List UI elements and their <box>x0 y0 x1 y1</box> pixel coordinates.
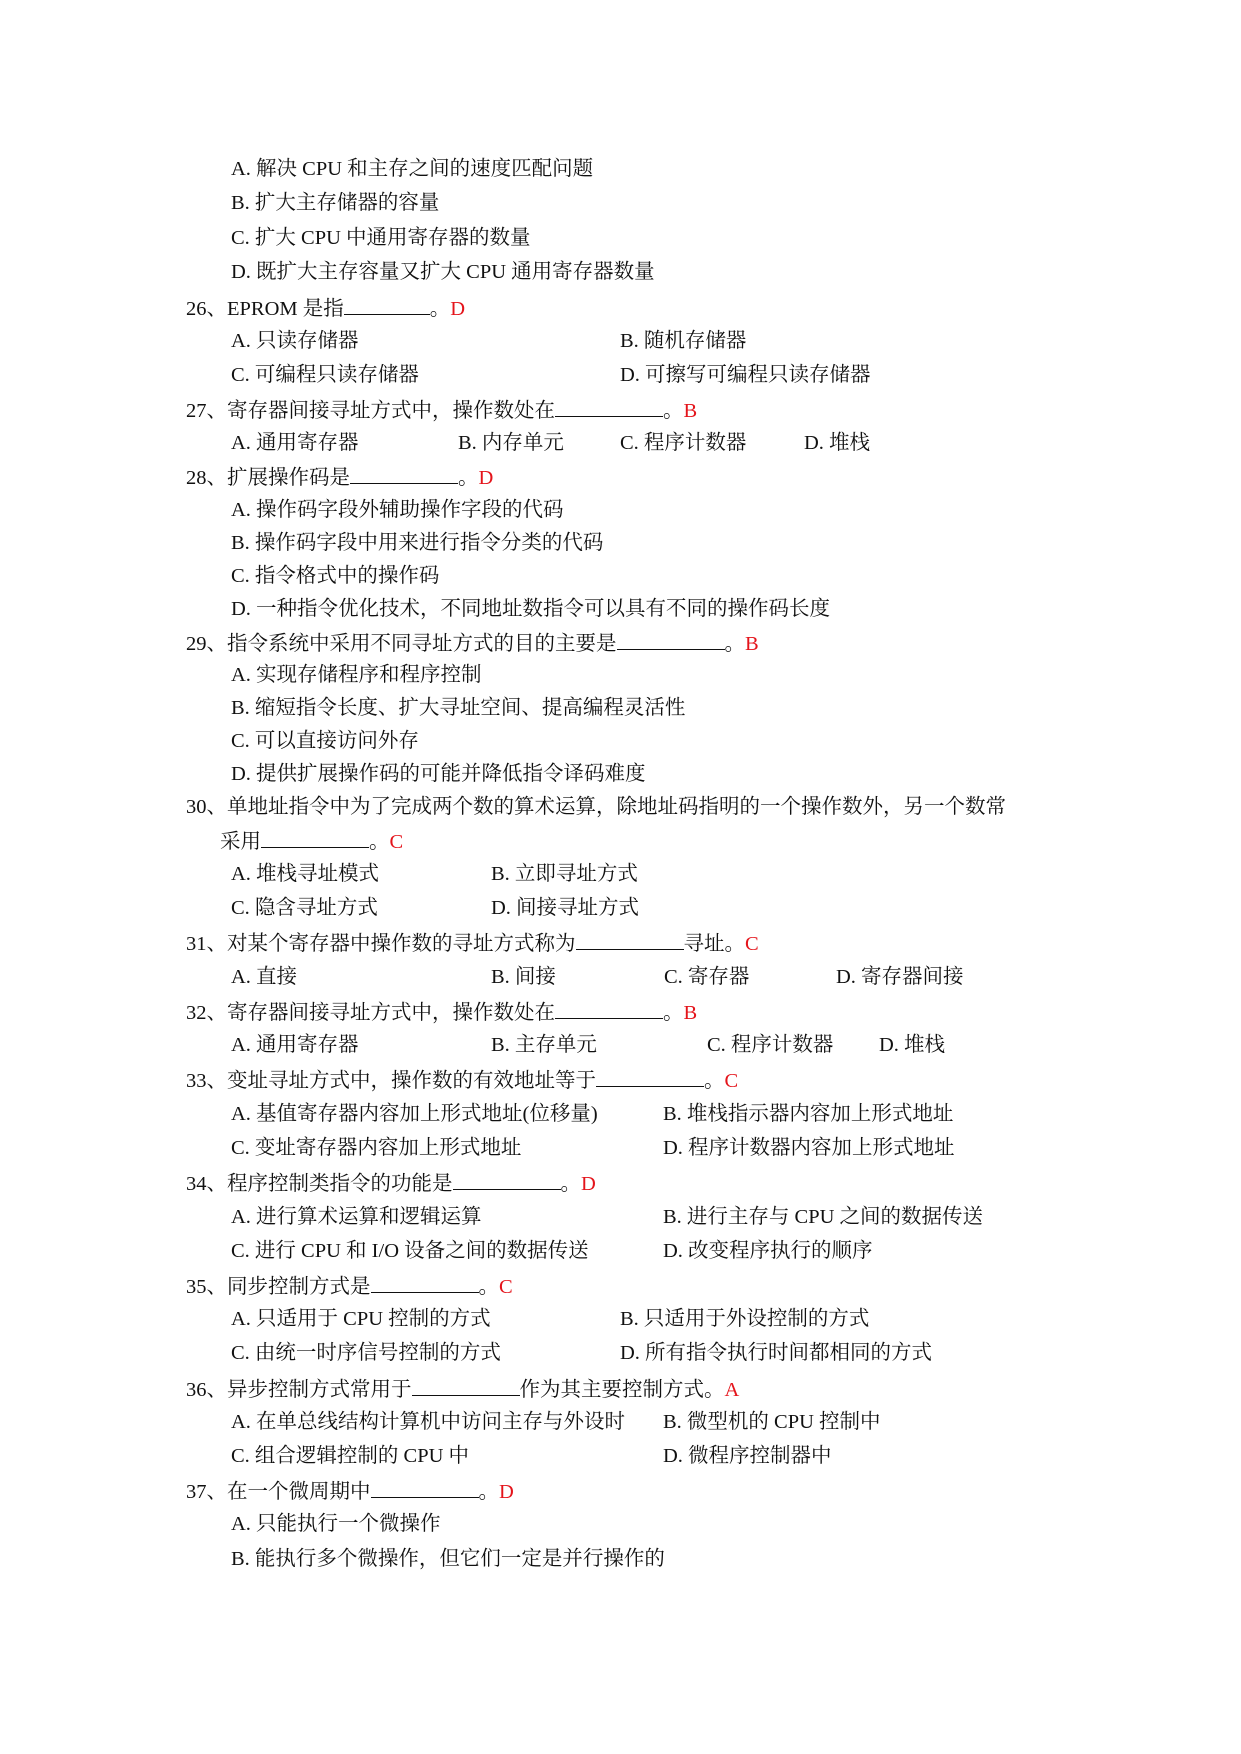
q28-option-c: C. 指令格式中的操作码 <box>231 565 440 587</box>
answer-blank <box>576 929 684 950</box>
q32-stem-text: 32、寄存器间接寻址方式中，操作数处在 <box>186 1002 555 1024</box>
answer-blank <box>261 827 369 848</box>
q27-stem-end: 。 <box>663 400 684 422</box>
q32-option-a: A. 通用寄存器 <box>231 1034 359 1056</box>
q36-option-a: A. 在单总线结构计算机中访问主存与外设时 <box>231 1411 626 1433</box>
q28-option-d: D. 一种指令优化技术，不同地址数指令可以具有不同的操作码长度 <box>231 598 831 620</box>
q33-option-d: D. 程序计数器内容加上形式地址 <box>663 1137 955 1159</box>
answer-blank <box>617 629 725 650</box>
q34-stem-text: 34、程序控制类指令的功能是 <box>186 1173 453 1195</box>
q26-stem-end: 。 <box>429 298 451 320</box>
q27-option-d: D. 堆栈 <box>804 432 871 454</box>
q28-option-a: A. 操作码字段外辅助操作字段的代码 <box>231 499 564 521</box>
q33-answer: C <box>724 1070 739 1092</box>
q33-stem-text: 33、变址寻址方式中，操作数的有效地址等于 <box>186 1070 596 1092</box>
q36-answer: A <box>724 1379 740 1401</box>
q32-stem-end: 。 <box>663 1002 684 1024</box>
q26-stem-text: 26、EPROM 是指 <box>186 298 344 320</box>
q31-option-b: B. 间接 <box>491 966 556 988</box>
answer-blank <box>412 1375 520 1396</box>
q37-stem <box>186 1477 514 1505</box>
q37-option-b: B. 能执行多个微操作，但它们一定是并行操作的 <box>231 1548 665 1570</box>
q36-stem-end: 作为其主要控制方式。 <box>519 1379 725 1401</box>
q29-stem <box>186 629 759 657</box>
q35-stem <box>186 1272 513 1300</box>
q27-option-b: B. 内存单元 <box>458 432 564 454</box>
q27-option-a: A. 通用寄存器 <box>231 432 359 454</box>
q36-stem <box>186 1375 739 1403</box>
q35-option-b: B. 只适用于外设控制的方式 <box>620 1308 870 1330</box>
q31-stem <box>186 929 759 957</box>
q26-option-d: D. 可擦写可编程只读存储器 <box>620 364 871 386</box>
q36-option-b: B. 微型机的 CPU 控制中 <box>663 1411 881 1433</box>
q30-option-b: B. 立即寻址方式 <box>491 863 638 885</box>
answer-blank <box>555 396 663 417</box>
q35-option-d: D. 所有指令执行时间都相同的方式 <box>620 1342 933 1364</box>
q30-stem-continued <box>220 827 403 855</box>
q34-answer: D <box>581 1173 596 1195</box>
answer-blank <box>344 294 430 315</box>
q29-answer: B <box>745 633 759 655</box>
q25-option-b: B. 扩大主存储器的容量 <box>231 192 440 214</box>
q32-option-d: D. 堆栈 <box>879 1034 946 1056</box>
q30-stem: 30、单地址指令中为了完成两个数的算术运算，除地址码指明的一个操作数外，另一个数常 <box>186 796 1006 818</box>
answer-blank <box>371 1272 479 1293</box>
q30-option-a: A. 堆栈寻址模式 <box>231 863 380 885</box>
q26-answer: D <box>450 298 466 320</box>
q28-option-b: B. 操作码字段中用来进行指令分类的代码 <box>231 532 604 554</box>
q36-option-c: C. 组合逻辑控制的 CPU 中 <box>231 1445 470 1467</box>
q33-stem <box>186 1066 738 1094</box>
q35-option-a: A. 只适用于 CPU 控制的方式 <box>231 1308 491 1330</box>
q35-stem-text: 35、同步控制方式是 <box>186 1276 371 1298</box>
q34-option-d: D. 改变程序执行的顺序 <box>663 1240 873 1262</box>
q34-option-b: B. 进行主存与 CPU 之间的数据传送 <box>663 1206 984 1228</box>
q25-option-c: C. 扩大 CPU 中通用寄存器的数量 <box>231 227 531 249</box>
q28-answer: D <box>478 467 494 489</box>
q31-option-a: A. 直接 <box>231 966 298 988</box>
q34-option-a: A. 进行算术运算和逻辑运算 <box>231 1206 482 1228</box>
q33-option-c: C. 变址寄存器内容加上形式地址 <box>231 1137 522 1159</box>
q31-option-c: C. 寄存器 <box>664 966 750 988</box>
q37-option-a: A. 只能执行一个微操作 <box>231 1513 441 1535</box>
q31-answer: C <box>745 933 759 955</box>
q25-option-d: D. 既扩大主存容量又扩大 CPU 通用寄存器数量 <box>231 261 655 283</box>
q35-answer: C <box>499 1276 513 1298</box>
q25-option-a: A. 解决 CPU 和主存之间的速度匹配问题 <box>231 158 594 180</box>
q31-option-d: D. 寄存器间接 <box>836 966 964 988</box>
q29-option-d: D. 提供扩展操作码的可能并降低指令译码难度 <box>231 763 646 785</box>
q32-option-b: B. 主存单元 <box>491 1034 597 1056</box>
answer-blank <box>453 1169 561 1190</box>
q33-stem-end: 。 <box>704 1070 725 1092</box>
q26-stem <box>186 294 465 322</box>
q27-answer: B <box>683 400 698 422</box>
q29-option-b: B. 缩短指令长度、扩大寻址空间、提高编程灵活性 <box>231 697 686 719</box>
q28-stem-end: 。 <box>458 467 479 489</box>
q36-option-d: D. 微程序控制器中 <box>663 1445 832 1467</box>
answer-blank <box>371 1477 479 1498</box>
q34-option-c: C. 进行 CPU 和 I/O 设备之间的数据传送 <box>231 1240 589 1262</box>
answer-blank <box>596 1066 704 1087</box>
q26-option-a: A. 只读存储器 <box>231 330 359 352</box>
q32-stem <box>186 998 697 1026</box>
q34-stem <box>186 1169 596 1197</box>
q29-stem-end: 。 <box>724 633 745 655</box>
q31-stem-text: 31、对某个寄存器中操作数的寻址方式称为 <box>186 933 576 955</box>
q35-stem-end: 。 <box>478 1276 499 1298</box>
q26-option-c: C. 可编程只读存储器 <box>231 364 419 386</box>
q33-option-a: A. 基值寄存器内容加上形式地址(位移量) <box>231 1103 598 1125</box>
q36-stem-text: 36、异步控制方式常用于 <box>186 1379 412 1401</box>
q31-stem-end: 寻址。 <box>683 933 745 955</box>
q29-option-c: C. 可以直接访问外存 <box>231 730 419 752</box>
q27-stem <box>186 396 697 424</box>
q30-answer: C <box>389 831 404 853</box>
q37-answer: D <box>499 1481 514 1503</box>
q28-stem <box>186 463 493 491</box>
q27-stem-text: 27、寄存器间接寻址方式中，操作数处在 <box>186 400 555 422</box>
q27-option-c: C. 程序计数器 <box>620 432 747 454</box>
q32-answer: B <box>683 1002 698 1024</box>
q29-stem-text: 29、指令系统中采用不同寻址方式的目的主要是 <box>186 633 617 655</box>
answer-blank <box>350 463 458 484</box>
q29-option-a: A. 实现存储程序和程序控制 <box>231 664 482 686</box>
answer-blank <box>555 998 663 1019</box>
q35-option-c: C. 由统一时序信号控制的方式 <box>231 1342 501 1364</box>
q37-stem-text: 37、在一个微周期中 <box>186 1481 371 1503</box>
q30-option-d: D. 间接寻址方式 <box>491 897 640 919</box>
q37-stem-end: 。 <box>478 1481 499 1503</box>
q32-option-c: C. 程序计数器 <box>707 1034 834 1056</box>
q26-option-b: B. 随机存储器 <box>620 330 747 352</box>
q34-stem-end: 。 <box>560 1173 581 1195</box>
q33-option-b: B. 堆栈指示器内容加上形式地址 <box>663 1103 954 1125</box>
q30-option-c: C. 隐含寻址方式 <box>231 897 378 919</box>
q28-stem-text: 28、扩展操作码是 <box>186 467 350 489</box>
q30-stem-end: 。 <box>369 831 390 853</box>
q30-stem-text: 采用 <box>220 831 261 853</box>
